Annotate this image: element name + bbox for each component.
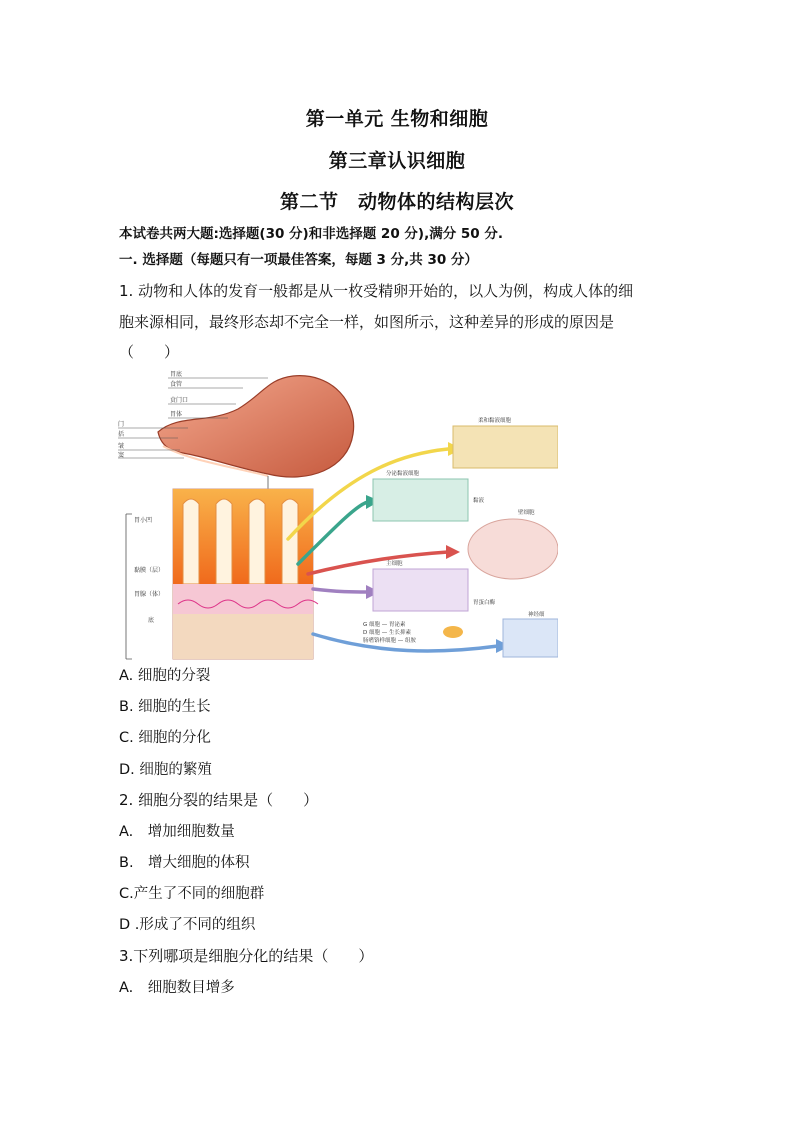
- label-dou: 窦: [118, 452, 125, 459]
- q2-option-c: C.产生了不同的细胞群: [119, 886, 265, 902]
- legend-d-cell: D 细胞 — 生长抑素: [363, 630, 411, 636]
- cell-label-mucous: 分泌黏液细胞: [386, 471, 420, 477]
- cell-label-parietal: 壁细胞: [518, 510, 535, 516]
- q1-stem-line2: 胞来源相同，最终形态却不完全一样，如图所示，这种差异的形成的原因是: [119, 313, 615, 331]
- exam-summary: 本试卷共两大题:选择题(30 分)和非选择题 20 分),满分 50 分.: [119, 226, 504, 242]
- q1-option-b: B. 细胞的生长: [119, 699, 211, 715]
- q2-option-d: D .形成了不同的组织: [119, 917, 256, 933]
- legend-g-cell: G 细胞 — 胃泌素: [363, 622, 406, 628]
- q1-option-c: C. 细胞的分化: [119, 730, 211, 746]
- q1-option-a: A. 细胞的分裂: [119, 668, 211, 684]
- label-mucosa: 黏膜（层）: [134, 567, 165, 574]
- q1-stem-line3: （ ）: [119, 343, 180, 361]
- label-fundus: 胃底: [170, 371, 183, 378]
- unit-title: 第一单元 生物和细胞: [305, 108, 489, 130]
- q2-option-b: B. 增大细胞的体积: [119, 855, 250, 871]
- label-body: 胃体: [170, 411, 183, 418]
- chapter-title: 第三章认识细胞: [328, 150, 466, 172]
- cell-label-nerve: 神经细: [528, 612, 545, 618]
- label-cardia: 贲门口: [170, 397, 189, 404]
- q3-option-a: A. 细胞数目增多: [119, 980, 235, 996]
- stomach-cell-illustration: [118, 364, 558, 660]
- label-kuo: 括: [118, 431, 125, 438]
- q3-stem: 3.下列哪项是细胞分化的结果（ ）: [119, 947, 374, 965]
- label-esophagus: 食管: [170, 381, 183, 388]
- stomach-cell-figure: [118, 364, 558, 660]
- cell-label-surface-mucous: 柔和黏液细胞: [478, 418, 512, 424]
- cell-label-chief: 主细胞: [386, 561, 403, 567]
- label-gland: 胃腺（体）: [134, 591, 165, 598]
- cell-label-pepsin: 胃蛋白酶: [473, 600, 496, 606]
- section-title: 第二节 动物体的结构层次: [279, 191, 514, 213]
- q1-option-d: D. 细胞的繁殖: [119, 762, 212, 778]
- q1-stem-line1: 1. 动物和人体的发育一般都是从一枚受精卵开始的，以人为例，构成人体的细: [119, 282, 634, 300]
- label-men: 门: [118, 421, 125, 428]
- cell-label-mucus: 黏液: [473, 498, 485, 504]
- part-one-heading: 一. 选择题（每题只有一项最佳答案，每题 3 分,共 30 分）: [119, 252, 478, 268]
- label-zhou: 皱: [118, 443, 125, 450]
- label-base: 底: [148, 617, 155, 624]
- label-gastric-pit: 胃小凹: [134, 517, 153, 524]
- q2-stem: 2. 细胞分裂的结果是（ ）: [119, 791, 319, 809]
- q2-option-a: A. 增加细胞数量: [119, 824, 235, 840]
- legend-ecl-cell: 肠嗜铬样细胞 — 组胺: [363, 638, 416, 644]
